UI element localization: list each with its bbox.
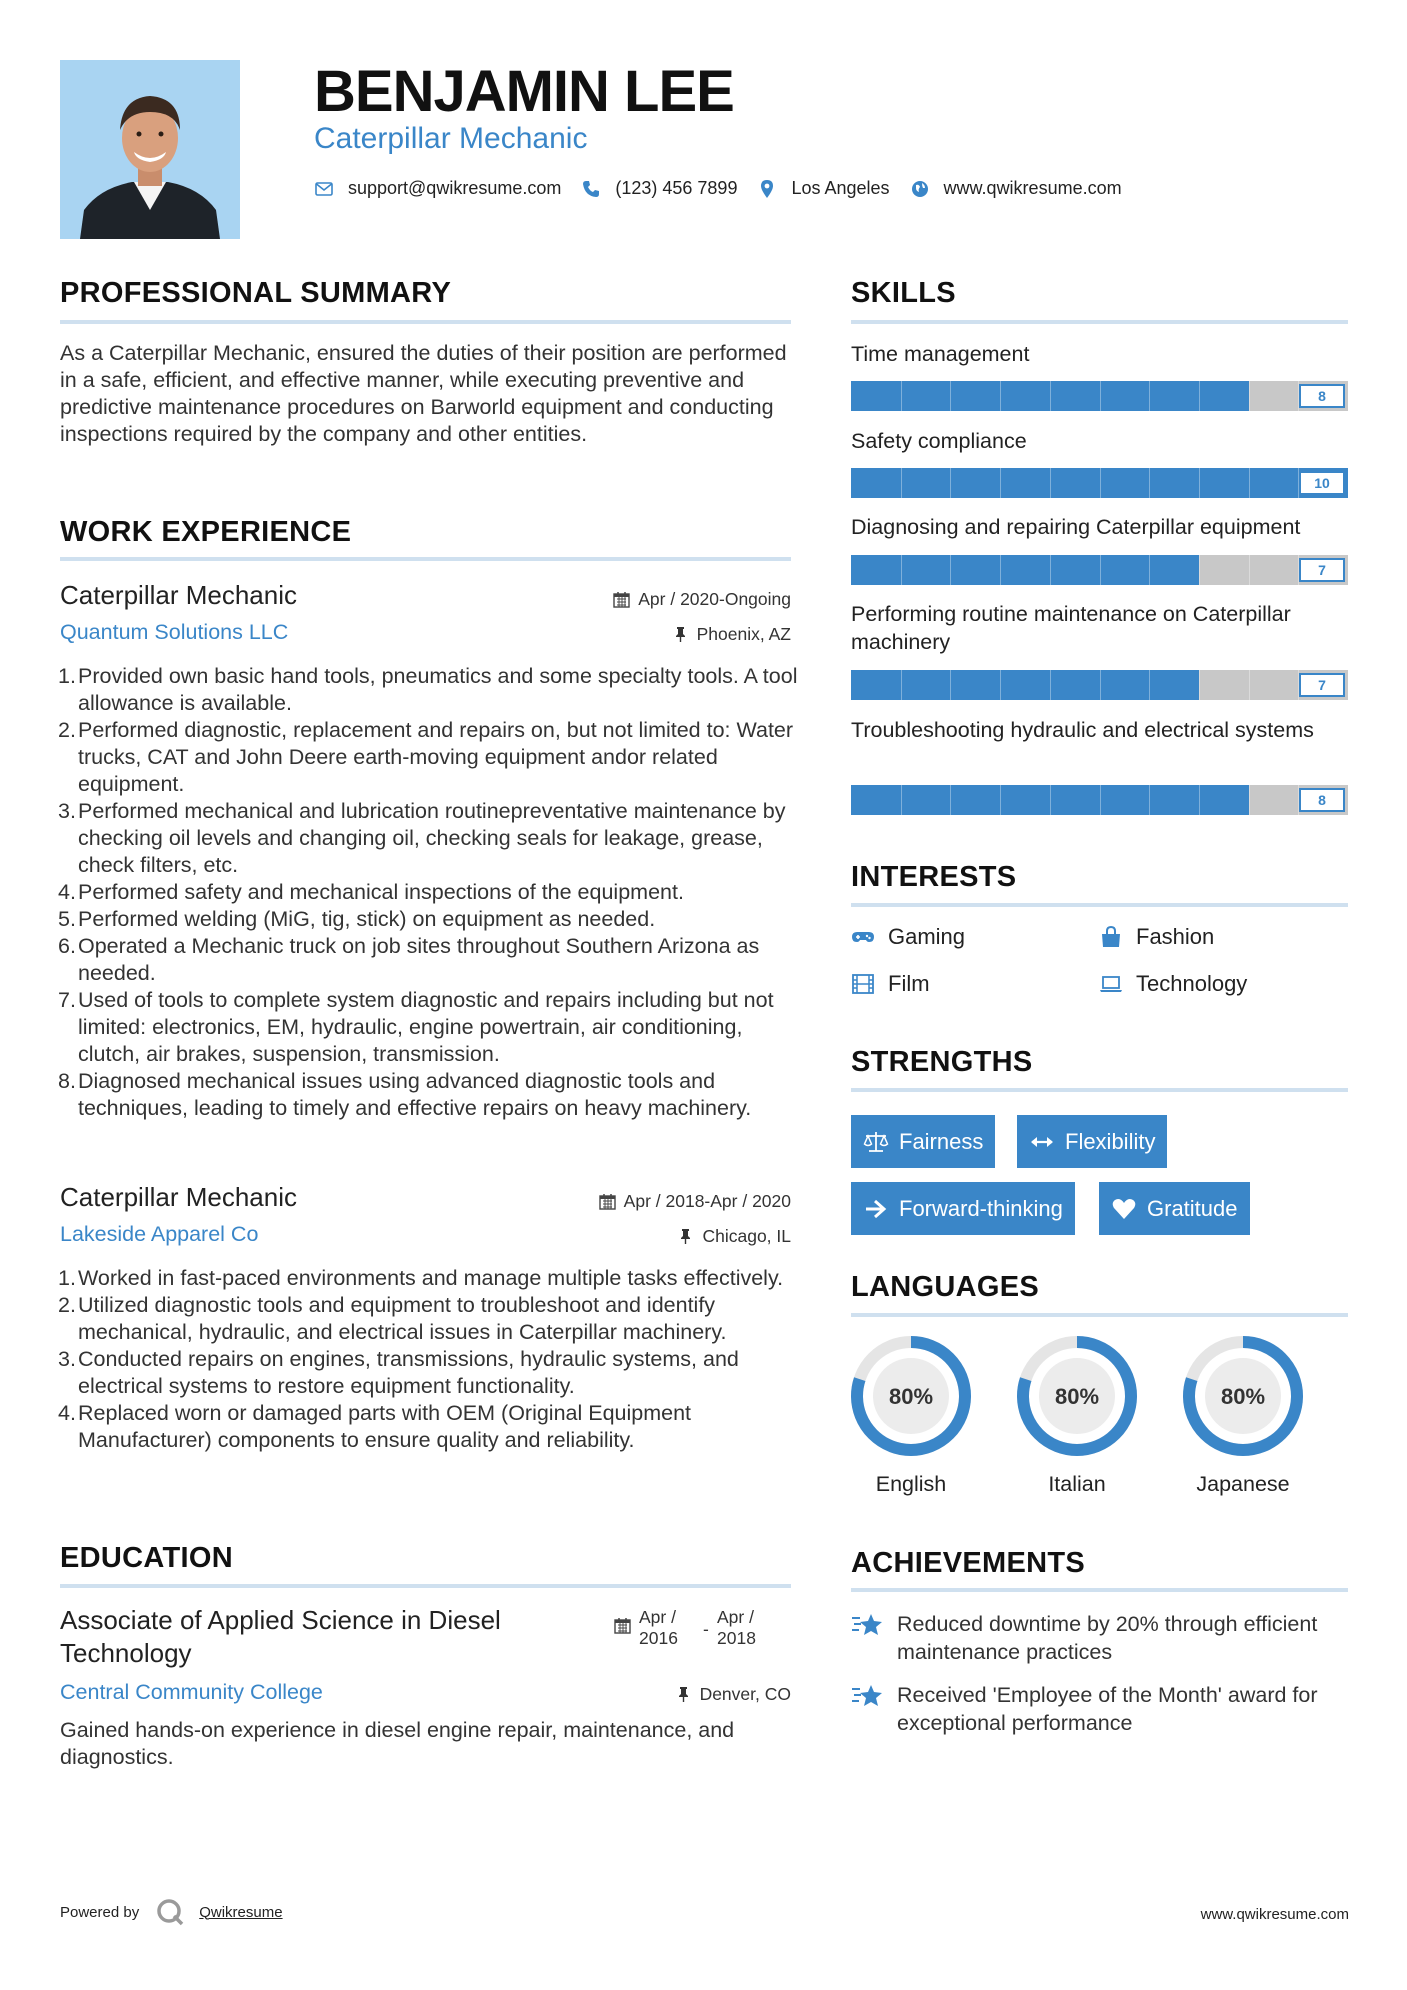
calendar-icon	[614, 1617, 631, 1634]
skills-heading: SKILLS	[851, 277, 956, 309]
skill-score: 8	[1299, 788, 1345, 812]
skill-bar-segment	[1199, 555, 1200, 585]
list-item: 7. Used of tools to complete system diagnostic and repairs including but not limited: electronics, EM, hydraulic, engine powertrain, air conditioning, clutch, air brakes, suspension, transmission.	[58, 988, 774, 1066]
skill-bar-segment	[1249, 381, 1250, 411]
job-dates-text: Apr / 2020-Ongoing	[638, 589, 791, 609]
education-heading: EDUCATION	[60, 1542, 233, 1574]
profile-photo	[60, 60, 240, 239]
job-responsibilities	[60, 663, 800, 1122]
skill-score: 10	[1299, 471, 1345, 495]
education-date-separator: -	[703, 1619, 709, 1639]
skill-bar-fill	[851, 555, 1199, 585]
strength-chip	[851, 1115, 995, 1168]
language-name: Japanese	[1196, 1472, 1290, 1496]
skill-bar	[851, 555, 1348, 585]
language-item	[1181, 1334, 1305, 1497]
education-dates	[614, 1607, 781, 1649]
interest-item	[851, 924, 965, 950]
language-percent: 80%	[1220, 1384, 1266, 1409]
website-text: www.qwikresume.com	[943, 178, 1122, 198]
contact-email[interactable]	[314, 178, 561, 199]
skill-bar-segment	[1199, 468, 1200, 498]
experience-heading: WORK EXPERIENCE	[60, 516, 352, 548]
interest-label: Fashion	[1136, 924, 1215, 949]
languages-heading: LANGUAGES	[851, 1271, 1039, 1303]
contact-phone[interactable]	[581, 178, 737, 199]
skill-bar-segment	[1100, 381, 1101, 411]
skill-bar-segment	[1149, 785, 1150, 815]
job-location-text: Phoenix, AZ	[696, 624, 791, 644]
language-percent: 80%	[888, 1384, 934, 1409]
skill-bar-segment	[1249, 555, 1250, 585]
language-percent: 80%	[1054, 1384, 1100, 1409]
skill-bar-segment	[1000, 670, 1001, 700]
job-company[interactable]: Quantum Solutions LLC	[60, 620, 289, 644]
job-location	[677, 1226, 791, 1247]
strength-chip	[1099, 1182, 1250, 1235]
skill-bar-fill	[851, 670, 1199, 700]
powered-by-text: Powered by	[60, 1903, 140, 1921]
education-end: Apr / 2018	[717, 1607, 756, 1648]
interest-item	[1099, 924, 1214, 950]
language-item	[1015, 1334, 1139, 1497]
list-item: 4. Replaced worn or damaged parts with OEM (Original Equipment Manufacturer) components to ensure quality and reliability.	[58, 1401, 692, 1452]
list-item: 1. Provided own basic hand tools, pneumatics and some specialty tools. A tool allowance is available.	[58, 664, 798, 715]
email-text: support@qwikresume.com	[348, 178, 562, 198]
skill-bar-segment	[901, 468, 902, 498]
balance-scale-icon	[863, 1129, 889, 1155]
brand-link[interactable]: Qwikresume	[199, 1903, 283, 1921]
skill-bar-segment	[1000, 785, 1001, 815]
skill-label: Safety compliance	[851, 429, 1027, 453]
arrows-horizontal-icon	[1029, 1129, 1055, 1155]
skill-bar-segment	[1100, 555, 1101, 585]
language-name: English	[875, 1472, 947, 1496]
location-text: Los Angeles	[791, 178, 890, 198]
skill-bar-segment	[1249, 670, 1250, 700]
skill-bar	[851, 670, 1348, 700]
pushpin-icon	[672, 626, 689, 643]
contact-bar	[314, 178, 1142, 199]
phone-text: (123) 456 7899	[615, 178, 738, 198]
skill-bar-segment	[901, 555, 902, 585]
achievement-text: Reduced downtime by 20% through efficient maintenance practices	[897, 1612, 1318, 1664]
skill-bar-segment	[1000, 468, 1001, 498]
shooting-star-icon	[851, 1610, 885, 1640]
job-dates	[613, 589, 791, 610]
education-divider	[60, 1584, 791, 1588]
contact-location	[757, 178, 889, 199]
achievement-text: Received 'Employee of the Month' award for exceptional performance	[897, 1683, 1318, 1735]
job-location	[672, 624, 791, 645]
skill-bar-segment	[1100, 785, 1101, 815]
strength-label: Flexibility	[1065, 1128, 1156, 1154]
skill-bar-segment	[1050, 381, 1051, 411]
strength-chip	[1017, 1115, 1167, 1168]
list-item: 8. Diagnosed mechanical issues using advanced diagnostic tools and techniques, leading to timely and effective repairs on heavy machinery.	[58, 1069, 752, 1120]
education-start: Apr / 2016	[639, 1607, 678, 1648]
phone-icon	[581, 179, 601, 199]
calendar-icon	[613, 591, 630, 608]
list-item: 1. Worked in fast-paced environments and manage multiple tasks effectively.	[58, 1266, 784, 1290]
skill-bar-segment	[950, 785, 951, 815]
map-marker-icon	[757, 179, 777, 199]
interest-label: Gaming	[888, 924, 966, 949]
skill-label: Performing routine maintenance on Caterpillar machinery	[851, 602, 1291, 654]
footer-powered-by	[60, 1897, 283, 1927]
skill-score: 8	[1299, 384, 1345, 408]
achievement-item	[851, 1610, 1351, 1666]
languages-divider	[851, 1313, 1348, 1317]
summary-text: As a Caterpillar Mechanic, ensured the duties of their position are performed in a safe, efficient, and effective manner, while executing preventive and predictive maintenance procedures on Barworld equipment and conducting inspections required by the company and other entities.	[60, 341, 787, 446]
heart-icon	[1111, 1196, 1137, 1222]
skill-bar-segment	[901, 381, 902, 411]
job-title: Caterpillar Mechanic	[60, 580, 297, 610]
language-gauge	[849, 1334, 973, 1458]
envelope-icon	[314, 179, 334, 199]
skill-bar-segment	[1000, 381, 1001, 411]
shooting-star-icon	[851, 1681, 885, 1711]
language-gauge	[1015, 1334, 1139, 1458]
pushpin-icon	[677, 1228, 694, 1245]
strengths-heading: STRENGTHS	[851, 1046, 1033, 1078]
achievements-heading: ACHIEVEMENTS	[851, 1547, 1086, 1579]
education-description: Gained hands-on experience in diesel engine repair, maintenance, and diagnostics.	[60, 1718, 735, 1769]
skill-bar-segment	[950, 468, 951, 498]
arrow-right-icon	[863, 1196, 889, 1222]
strength-chip	[851, 1182, 1075, 1235]
skill-bar-segment	[901, 670, 902, 700]
job-responsibilities	[60, 1265, 800, 1454]
interest-item	[1099, 971, 1247, 997]
language-name: Italian	[1048, 1472, 1106, 1496]
strengths-divider	[851, 1088, 1348, 1092]
candidate-role: Caterpillar Mechanic	[314, 122, 588, 155]
skill-bar-segment	[1050, 785, 1051, 815]
skill-bar-segment	[1050, 468, 1051, 498]
interests-heading: INTERESTS	[851, 861, 1017, 893]
skill-bar	[851, 785, 1348, 815]
skill-bar-segment	[1199, 670, 1200, 700]
skill-bar	[851, 381, 1348, 411]
language-item	[849, 1334, 973, 1497]
interest-label: Technology	[1136, 971, 1248, 996]
skill-bar-segment	[1149, 381, 1150, 411]
skill-bar-segment	[950, 555, 951, 585]
candidate-name: BENJAMIN LEE	[314, 59, 734, 124]
skill-bar	[851, 468, 1348, 498]
skill-bar-segment	[950, 670, 951, 700]
skill-bar-segment	[1149, 468, 1150, 498]
skills-divider	[851, 320, 1348, 324]
shopping-bag-icon	[1099, 925, 1123, 949]
job-location-text: Chicago, IL	[702, 1226, 791, 1246]
summary-divider	[60, 320, 791, 324]
experience-divider	[60, 557, 791, 561]
interest-label: Film	[888, 971, 930, 996]
job-dates-text: Apr / 2018-Apr / 2020	[623, 1191, 791, 1211]
contact-website[interactable]	[910, 178, 1122, 199]
skill-bar-segment	[901, 785, 902, 815]
skill-bar-segment	[1199, 785, 1200, 815]
degree-title: Associate of Applied Science in Diesel Technology	[60, 1605, 501, 1668]
strength-label: Gratitude	[1147, 1195, 1238, 1221]
school-name[interactable]: Central Community College	[60, 1680, 323, 1704]
job-dates	[599, 1191, 791, 1212]
skill-bar-segment	[1199, 381, 1200, 411]
skill-bar-segment	[1249, 785, 1250, 815]
list-item: 6. Operated a Mechanic truck on job sites throughout Southern Arizona as needed.	[58, 934, 760, 985]
skill-bar-segment	[1249, 468, 1250, 498]
qwikresume-logo-icon	[155, 1897, 185, 1927]
skill-label: Time management	[851, 342, 1030, 366]
skill-bar-segment	[1100, 670, 1101, 700]
skill-label: Diagnosing and repairing Caterpillar equipment	[851, 515, 1301, 539]
skill-bar-segment	[1100, 468, 1101, 498]
interest-item	[851, 971, 930, 997]
skill-bar-segment	[1000, 555, 1001, 585]
list-item: 2. Performed diagnostic, replacement and repairs on, but not limited to: Water trucks, CAT and John Deere earth-moving equipment andor related equipment.	[58, 718, 794, 796]
job-company[interactable]: Lakeside Apparel Co	[60, 1222, 259, 1246]
language-gauge	[1181, 1334, 1305, 1458]
skill-score: 7	[1299, 673, 1345, 697]
globe-icon	[910, 179, 930, 199]
gamepad-icon	[851, 925, 875, 949]
strength-label: Fairness	[899, 1128, 984, 1154]
skill-bar-segment	[1050, 555, 1051, 585]
skill-bar-segment	[1149, 555, 1150, 585]
interests-divider	[851, 903, 1348, 907]
list-item: 3. Performed mechanical and lubrication routinepreventative maintenance by checking oil levels and changing oil, checking seals for leakage, grease, check filters, etc.	[58, 799, 786, 877]
achievements-divider	[851, 1588, 1348, 1592]
list-item: 4. Performed safety and mechanical inspections of the equipment.	[58, 880, 684, 904]
skill-bar-segment	[1149, 670, 1150, 700]
film-icon	[851, 972, 875, 996]
skill-score: 7	[1299, 558, 1345, 582]
skill-bar-segment	[950, 381, 951, 411]
calendar-icon	[599, 1193, 616, 1210]
job-title: Caterpillar Mechanic	[60, 1182, 297, 1212]
summary-heading: PROFESSIONAL SUMMARY	[60, 277, 452, 309]
skill-label: Troubleshooting hydraulic and electrical systems	[851, 718, 1314, 742]
education-location-text: Denver, CO	[699, 1684, 791, 1704]
achievement-item	[851, 1681, 1351, 1737]
list-item: 5. Performed welding (MiG, tig, stick) on equipment as needed.	[58, 907, 656, 931]
strength-label: Forward-thinking	[899, 1195, 1063, 1221]
footer-website[interactable]: www.qwikresume.com	[1200, 1906, 1349, 1923]
list-item: 2. Utilized diagnostic tools and equipment to troubleshoot and identify mechanical, hydraulic, and electrical issues in Caterpillar machinery.	[58, 1293, 727, 1344]
laptop-icon	[1099, 972, 1123, 996]
list-item: 3. Conducted repairs on engines, transmissions, hydraulic systems, and electrical systems to restore equipment functionality.	[58, 1347, 739, 1398]
skill-bar-segment	[1050, 670, 1051, 700]
pushpin-icon	[675, 1686, 692, 1703]
education-location	[675, 1684, 791, 1705]
